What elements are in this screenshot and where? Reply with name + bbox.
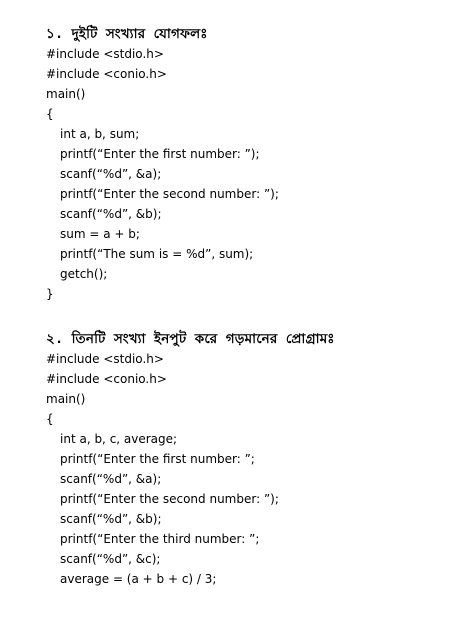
code-line-include-stdio: #include <stdio.h> (46, 352, 164, 366)
code-line-include-conio: #include <conio.h> (46, 67, 167, 81)
code-line-printf-second: printf(“Enter the second number: ”); (60, 187, 279, 201)
code-line-average-assign: average = (a + b + c) / 3; (60, 572, 217, 586)
code-line-open-brace: { (46, 107, 54, 121)
code-line-main: main() (46, 87, 86, 101)
code-line-printf-second: printf(“Enter the second number: ”); (60, 492, 279, 506)
code-line-scanf-b: scanf(“%d”, &b); (60, 512, 162, 526)
code-line-printf-first: printf(“Enter the first number: ”; (60, 452, 255, 466)
code-line-sum-assign: sum = a + b; (60, 227, 140, 241)
section-average-program (46, 329, 466, 589)
code-line-scanf-c: scanf(“%d”, &c); (60, 552, 161, 566)
section-heading: ২. তিনটি সংখ্যা ইনপুট করে গড়মানের প্রোগ্রামঃ (46, 331, 335, 347)
code-line-printf-third: printf(“Enter the third number: ”; (60, 532, 260, 546)
code-line-declaration: int a, b, c, average; (60, 432, 178, 446)
code-line-scanf-a: scanf(“%d”, &a); (60, 167, 162, 181)
section-heading: ১. দুইটি সংখ্যার যোগফলঃ (46, 26, 208, 42)
code-block (46, 44, 466, 304)
code-line-printf-sum: printf(“The sum is = %d”, sum); (60, 247, 254, 261)
code-line-printf-first: printf(“Enter the first number: ”); (60, 147, 260, 161)
code-block (46, 349, 466, 589)
code-line-declaration: int a, b, sum; (60, 127, 140, 141)
section-sum-program (46, 24, 466, 304)
code-line-include-stdio: #include <stdio.h> (46, 47, 164, 61)
code-line-close-brace: } (46, 287, 54, 301)
code-line-open-brace: { (46, 412, 54, 426)
code-line-getch: getch(); (60, 267, 108, 281)
code-line-scanf-a: scanf(“%d”, &a); (60, 472, 162, 486)
code-line-include-conio: #include <conio.h> (46, 372, 167, 386)
code-line-main: main() (46, 392, 86, 406)
code-line-scanf-b: scanf(“%d”, &b); (60, 207, 162, 221)
